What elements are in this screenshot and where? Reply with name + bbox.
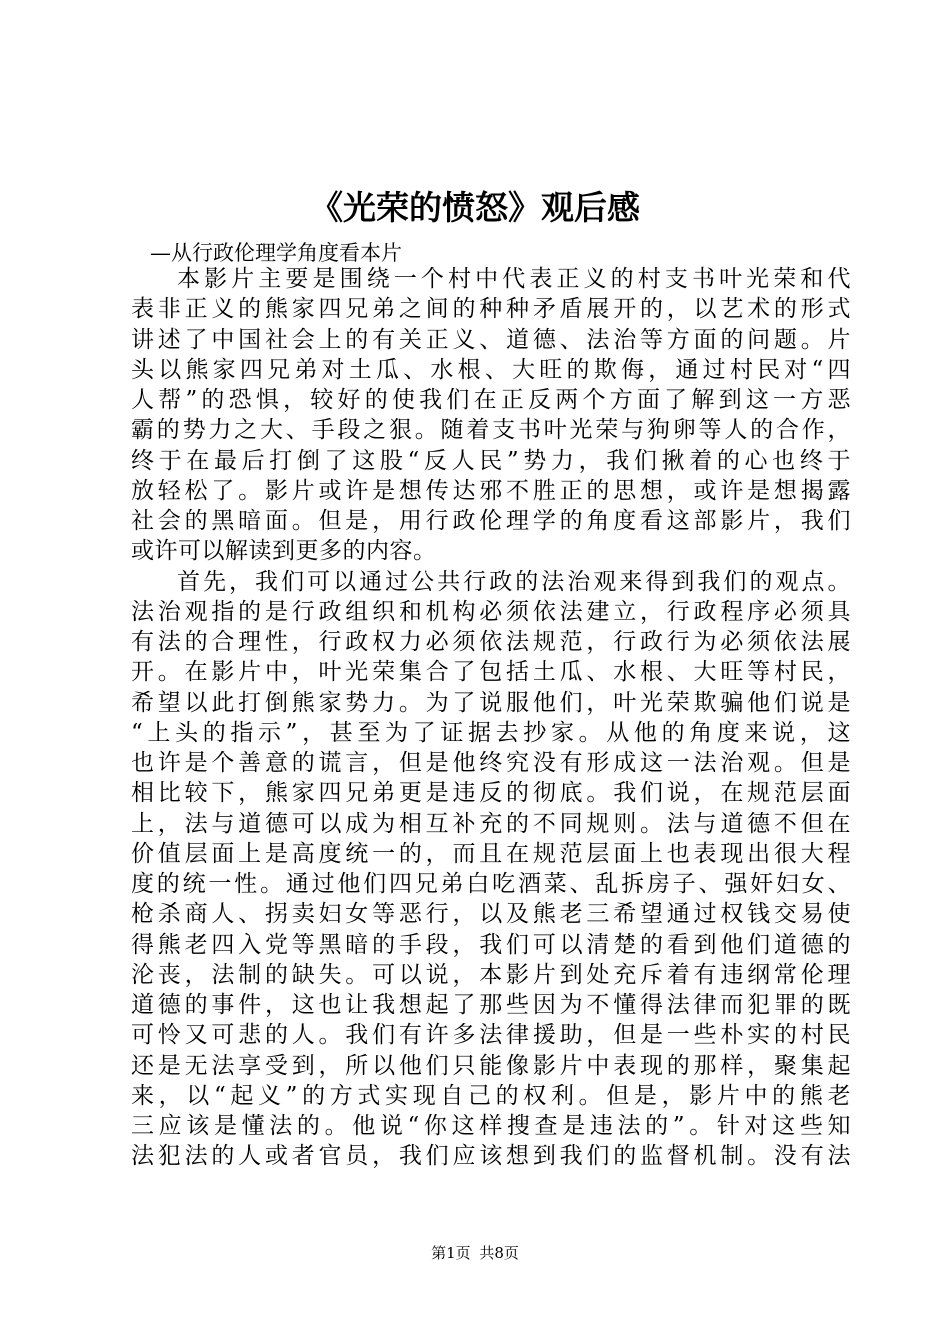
paragraph-line: 还是无法享受到，所以他们只能像影片中表现的那样，聚集起 [131,1052,851,1079]
paragraph-line: 希望以此打倒熊家势力。为了说服他们，叶光荣欺骗他们说是 [131,689,851,716]
document-body [131,264,851,1172]
paragraph-line: 放轻松了。影片或许是想传达邪不胜正的思想，或许是想揭露 [131,477,851,504]
paragraph-line: “上头的指示”，甚至为了证据去抄家。从他的角度来说，这 [131,719,851,746]
paragraph-line: 枪杀商人、拐卖妇女等恶行，以及熊老三希望通过权钱交易使 [131,901,851,928]
page-footer: 第1页 共8页 [431,1244,519,1262]
paragraph-line: 本影片主要是围绕一个村中代表正义的村支书叶光荣和代 [177,266,851,292]
paragraph-line: 也许是个善意的谎言，但是他终究没有形成这一法治观。但是 [131,750,851,776]
paragraph-line: 可怜又可悲的人。我们有许多法律援助，但是一些朴实的村民 [131,1022,851,1049]
paragraph-line: 人帮”的恐惧，较好的使我们在正反两个方面了解到这一方恶 [131,387,851,413]
paragraph-line: 相比较下，熊家四兄弟更是违反的彻底。我们说，在规范层面 [131,780,851,807]
paragraph-line: 终于在最后打倒了这股“反人民”势力，我们揪着的心也终于 [131,447,851,474]
paragraph-line: 有法的合理性，行政权力必须依法规范，行政行为必须依法展 [131,629,851,655]
document-title: 《光荣的愤怒》观后感 [310,188,640,227]
paragraph-line: 法治观指的是行政组织和机构必须依法建立，行政程序必须具 [131,598,851,625]
paragraph-line: 讲述了中国社会上的有关正义、道德、法治等方面的问题。片 [131,326,851,353]
paragraph-line: 价值层面上是高度统一的，而且在规范层面上也表现出很大程 [131,840,851,867]
paragraph-line: 三应该是懂法的。他说“你这样搜查是违法的”。针对这些知 [131,1113,851,1139]
paragraph-line: 道德的事件，这也让我想起了那些因为不懂得法律而犯罪的既 [131,992,851,1018]
paragraph-line: 头以熊家四兄弟对土瓜、水根、大旺的欺侮，通过村民对“四 [131,356,851,383]
paragraph-line: 表非正义的熊家四兄弟之间的种种矛盾展开的，以艺术的形式 [131,296,851,323]
paragraph-line: 度的统一性。通过他们四兄弟白吃酒菜、乱拆房子、强奸妇女、 [131,871,851,897]
paragraph-line: 霸的势力之大、手段之狠。随着支书叶光荣与狗卵等人的合作， [131,417,851,444]
paragraph-line: 社会的黑暗面。但是，用行政伦理学的角度看这部影片，我们 [131,508,851,534]
paragraph [131,264,851,567]
paragraph-line: 来，以“起义”的方式实现自己的权利。但是，影片中的熊老 [131,1082,851,1109]
document-subtitle: —从行政伦理学角度看本片 [150,241,402,265]
paragraph-line: 或许可以解读到更多的内容。 [131,538,437,565]
paragraph [131,567,851,1172]
paragraph-line: 上，法与道德可以成为相互补充的不同规则。法与道德不但在 [131,810,851,837]
paragraph-line: 沦丧，法制的缺失。可以说，本影片到处充斥着有违纲常伦理 [131,961,851,988]
paragraph-line: 首先，我们可以通过公共行政的法治观来得到我们的观点。 [177,568,851,595]
paragraph-line: 法犯法的人或者官员，我们应该想到我们的监督机制。没有法 [131,1143,851,1170]
paragraph-line: 开。在影片中，叶光荣集合了包括土瓜、水根、大旺等村民， [131,659,851,686]
paragraph-line: 得熊老四入党等黑暗的手段，我们可以清楚的看到他们道德的 [131,931,851,958]
